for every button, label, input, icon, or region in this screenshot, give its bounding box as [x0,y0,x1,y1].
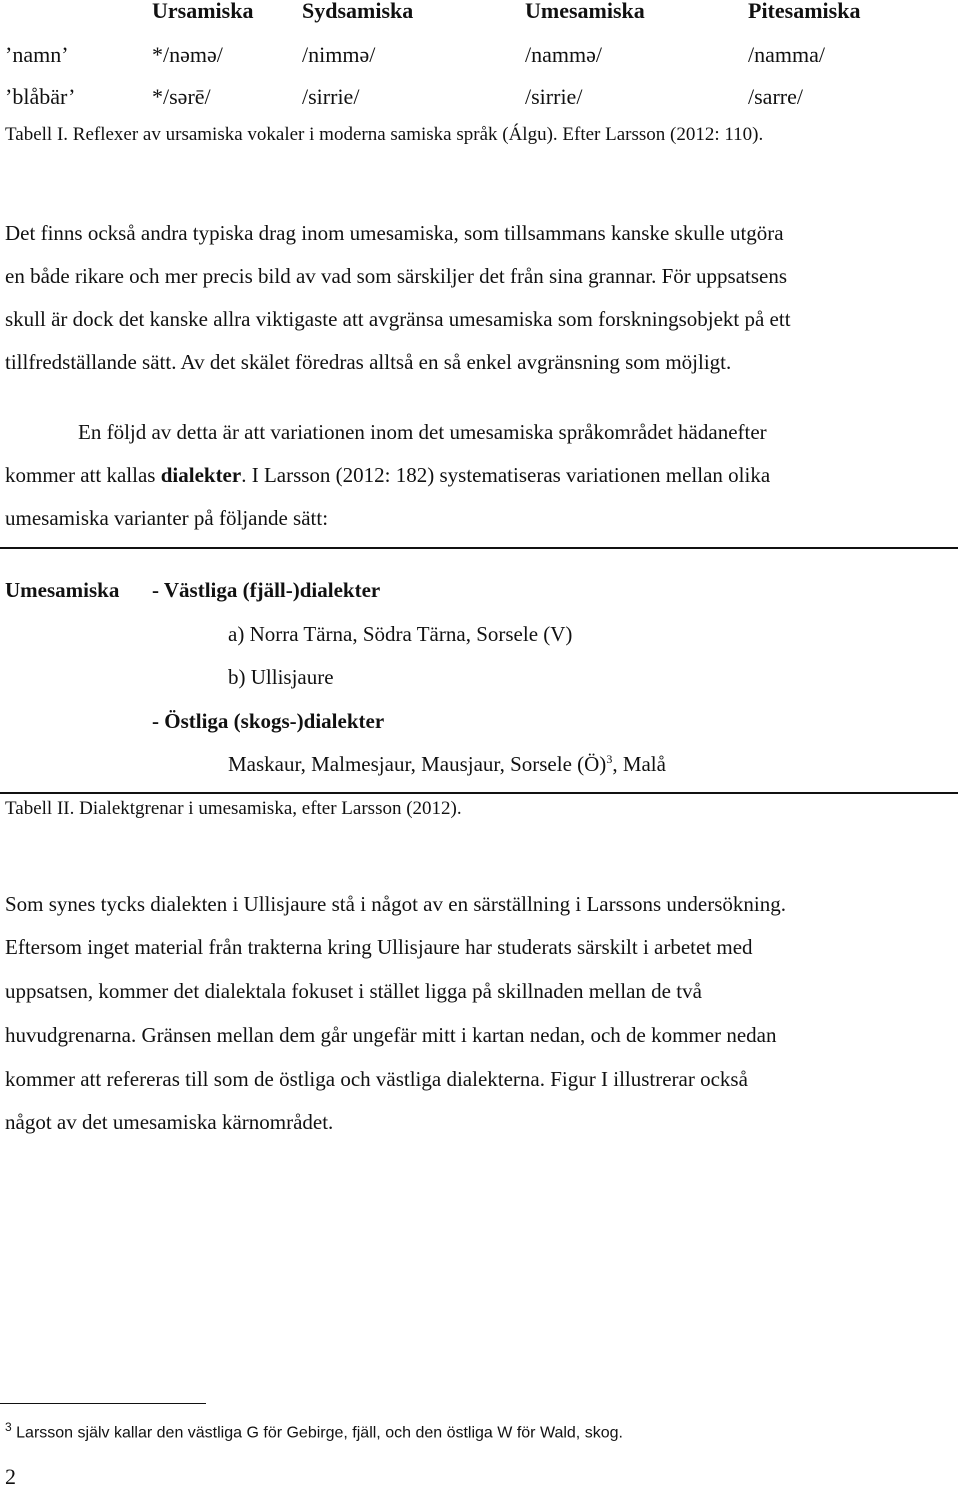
paragraph-line: en både rikare och mer precis bild av vad som särskiljer det från sina grannar. För uppsatsens [5,264,788,288]
table1-cell: /sirrie/ [525,84,583,109]
table2-top-rule [0,547,958,549]
paragraph-line: umesamiska varianter på följande sätt: [5,506,329,530]
table1-header-umesamiska: Umesamiska [525,0,645,23]
table1-gloss-blabar: ’blåbär’ [5,84,76,109]
footnote: $^3$ Larsson själv kallar den västliga G för Gebirge, fjäll, och den östliga W för Wald, skog. [5,1420,623,1442]
table1-cell: /nimmə/ [302,42,376,67]
table2-west-a: a) Norra Tärna, Södra Tärna, Sorsele (V) [228,622,573,646]
table1-cell: /sarre/ [748,84,803,109]
table1-cell: /namma/ [748,42,825,67]
paragraph-line: En följd av detta är att variationen inom det umesamiska språkområdet hädanefter [78,420,767,444]
footnote-ref: 3 [606,752,613,766]
table2-west-b: b) Ullisjaure [228,665,334,689]
paragraph-line: Som synes tycks dialekten i Ullisjaure stå i något av en särställning i Larssons undersökning. [5,892,786,916]
table2-caption: Tabell II. Dialektgrenar i umesamiska, efter Larsson (2012). [5,798,462,819]
footnote-marker: 3 [5,1420,12,1434]
table1-gloss-namn: ’namn’ [5,42,69,67]
paragraph-line: Eftersom inget material från trakterna kring Ullisjaure har studerats särskilt i arbetet med [5,935,753,959]
table1-cell: */sərē/ [152,84,211,109]
paragraph-line: huvudgrenarna. Gränsen mellan dem går ungefär mitt i kartan nedan, och de kommer nedan [5,1023,777,1047]
table2-bottom-rule [0,792,958,794]
table1-cell: */nəmə/ [152,42,223,67]
table2-east-list: Maskaur, Malmesjaur, Mausjaur, Sorsele (Ö)$^3$, Malå [228,752,666,776]
table2-west-label: - Västliga (fjäll-)dialekter [152,578,381,602]
table1-header-ursamiska: Ursamiska [152,0,254,23]
paragraph-line: kommer att refereras till som de östliga och västliga dialekterna. Figur I illustrerar också [5,1067,748,1091]
table1-header-sydsamiska: Sydsamiska [302,0,414,23]
table1-cell: /nammə/ [525,42,602,67]
table1-header-pitesamiska: Pitesamiska [748,0,861,23]
paragraph-line: skull är dock det kanske allra viktigaste att avgränsa umesamiska som forskningsobjekt på ett [5,307,791,331]
page-number: 2 [5,1464,16,1489]
footnote-rule [0,1403,206,1404]
table2-root: Umesamiska [5,578,120,602]
dialekter-term: dialekter [160,463,242,487]
table1-caption: Tabell I. Reflexer av ursamiska vokaler i moderna samiska språk (Álgu). Efter Larsson (2012: 110). [5,124,764,145]
paragraph-line: tillfredställande sätt. Av det skälet föredras alltså en så enkel avgränsning som möjligt. [5,350,732,374]
table1-cell: /sirrie/ [302,84,360,109]
paragraph-line: kommer att kallas dialekter. I Larsson (2012: 182) systematiseras variationen mellan olika [5,463,771,487]
table2-east-label: - Östliga (skogs-)dialekter [152,709,385,733]
paragraph-line: uppsatsen, kommer det dialektala fokuset i stället ligga på skillnaden mellan de två [5,979,702,1003]
paragraph-line: Det finns också andra typiska drag inom umesamiska, som tillsammans kanske skulle utgöra [5,221,784,245]
paragraph-line: något av det umesamiska kärnområdet. [5,1110,334,1134]
